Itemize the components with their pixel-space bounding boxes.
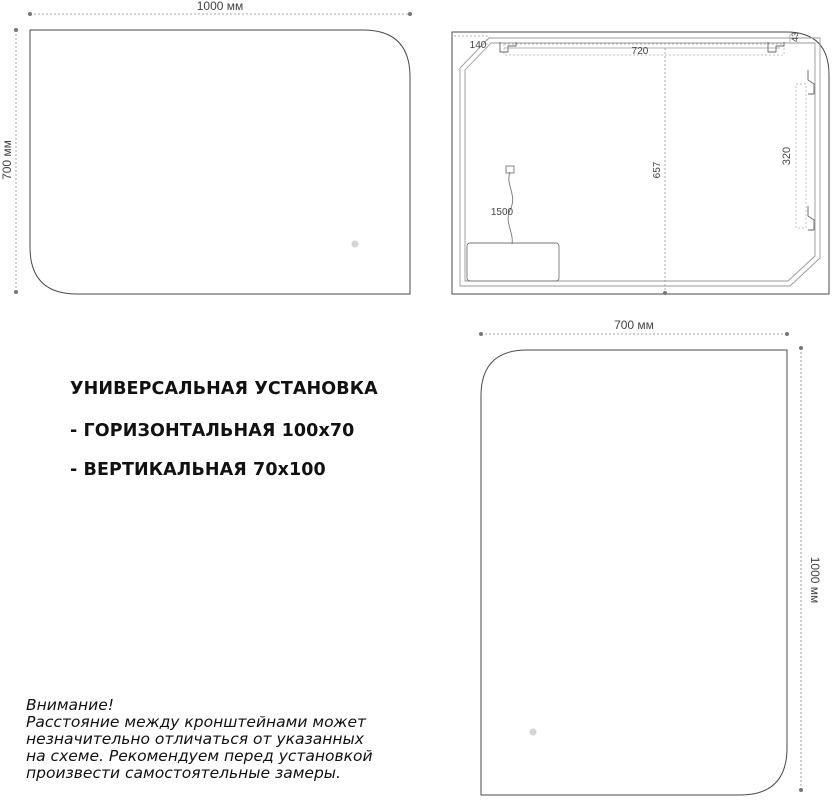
touch-sensor-icon (352, 241, 359, 248)
side-bracket-rail (796, 84, 806, 228)
back-view (452, 32, 829, 295)
dimension-endpoint (479, 332, 483, 336)
dimension-endpoint (408, 12, 412, 16)
note-line: на схеме. Рекомендуем перед установкой (26, 747, 373, 765)
install-horizontal: - ГОРИЗОНТАЛЬНАЯ 100х70 (70, 421, 355, 441)
mirror-outline (481, 350, 787, 795)
back-frame-inner (465, 43, 815, 281)
height-label: 1000 мм (808, 556, 822, 604)
back-frame-outer (460, 38, 820, 286)
dimension-endpoint (799, 788, 803, 792)
top-gap-label: 43 (790, 31, 800, 43)
dimension-endpoint (799, 346, 803, 350)
warning-note (26, 697, 446, 782)
plug-icon (506, 166, 514, 173)
note-line: произвести самостоятельные замеры. (26, 764, 341, 782)
horizontal-mirror-view (0, 0, 412, 294)
power-box (467, 243, 559, 281)
vertical-label: 657 (652, 161, 663, 179)
side-bracket-spacing-label: 320 (781, 146, 793, 166)
side-top-bracket-icon (808, 70, 814, 94)
touch-sensor-icon (530, 729, 537, 736)
dimension-endpoint (28, 12, 32, 16)
height-label: 700 мм (0, 140, 14, 180)
top-left-bracket-icon (500, 42, 516, 52)
top-right-bracket-icon (768, 42, 784, 52)
dimension-endpoint (663, 291, 667, 295)
note-line: Расстояние между кронштейнами может (26, 713, 367, 731)
dimension-endpoint (785, 332, 789, 336)
back-outline (452, 32, 829, 294)
vertical-mirror-view (479, 318, 822, 795)
width-label: 700 мм (614, 318, 654, 332)
offset-label: 140 (469, 40, 487, 51)
mirror-outline (30, 30, 410, 294)
bracket-spacing-label: 720 (631, 46, 649, 57)
note-heading: Внимание! (26, 696, 114, 714)
width-label: 1000 мм (196, 0, 244, 13)
note-line: незначительно отличаться от указанных (26, 730, 364, 748)
side-bottom-bracket-icon (808, 206, 814, 230)
dimension-endpoint (14, 290, 18, 294)
install-vertical: - ВЕРТИКАЛЬНАЯ 70х100 (70, 460, 326, 480)
dimension-endpoint (14, 28, 18, 32)
cable-label: 1500 (490, 207, 514, 218)
install-title: УНИВЕРСАЛЬНАЯ УСТАНОВКА (70, 379, 378, 399)
